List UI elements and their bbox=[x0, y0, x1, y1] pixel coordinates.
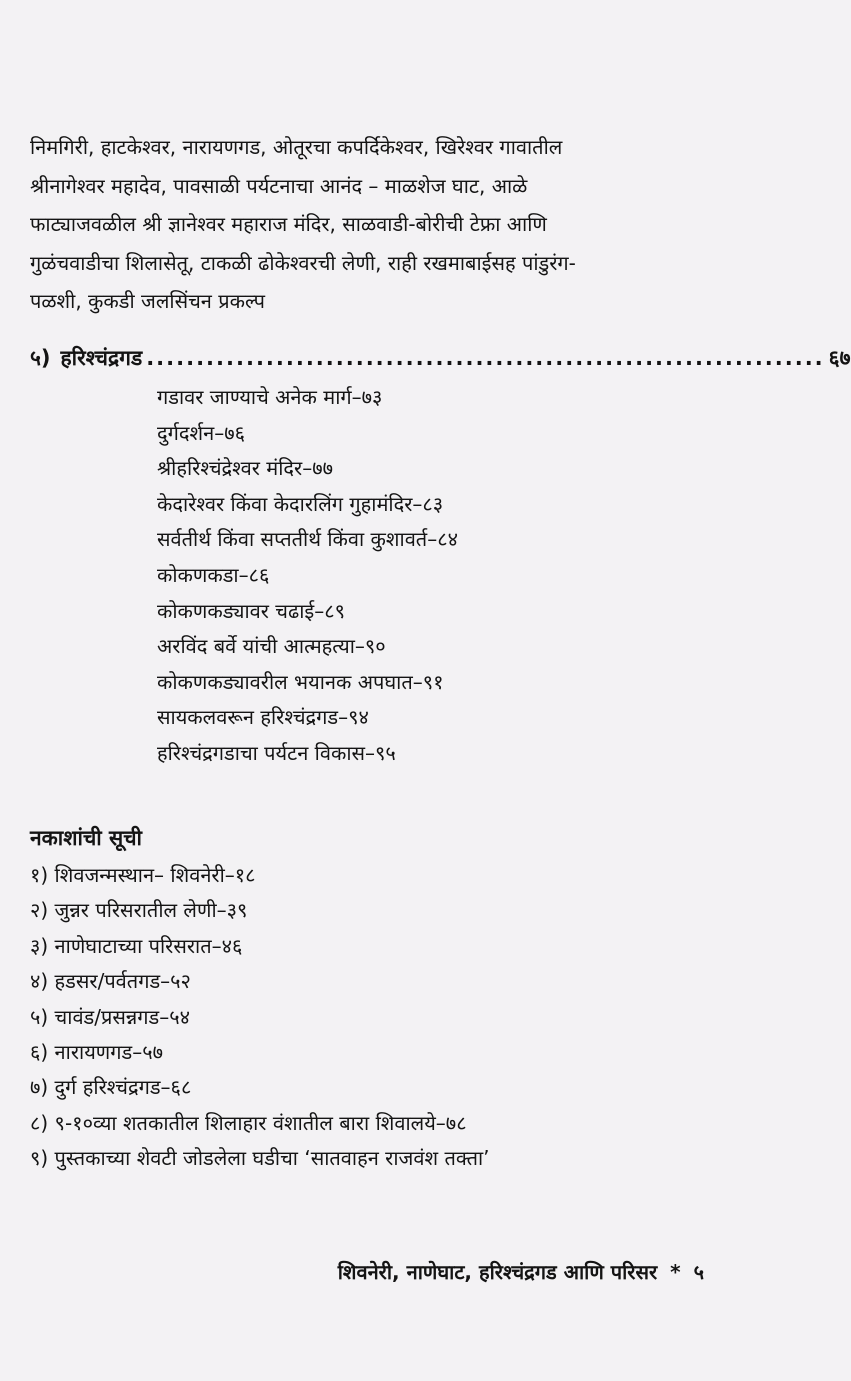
maps-heading: नकाशांची सूची bbox=[30, 826, 142, 850]
sub-entry: सायकलवरून हरिश्चंद्रगड–९४ bbox=[157, 705, 369, 730]
sub-entry: सर्वतीर्थ किंवा सप्ततीर्थ किंवा कुशावर्त–८४ bbox=[157, 527, 459, 552]
map-entry: २) जुन्नर परिसरातील लेणी–३९ bbox=[30, 898, 248, 923]
sub-entry: अरविंद बर्वे यांची आत्महत्या–९० bbox=[157, 634, 386, 659]
chapter-page: ६७ bbox=[828, 346, 851, 370]
sub-entry: दुर्गदर्शन–७६ bbox=[157, 420, 245, 445]
map-entry: १) शिवजन्मस्थान– शिवनेरी–१८ bbox=[30, 863, 256, 887]
page-number: ५ bbox=[693, 1260, 704, 1284]
map-entry: ६) नारायणगड–५७ bbox=[30, 1040, 164, 1065]
intro-line: फाट्याजवळील श्री ज्ञानेश्वर महाराज मंदिर, साळवाडी-बोरीची टेफ्रा आणि bbox=[30, 212, 547, 236]
map-entry: ५) चावंड/प्रसन्नगड–५४ bbox=[30, 1004, 191, 1029]
map-entry: ८) ९-१०व्या शतकातील शिलाहार वंशातील बारा शिवालये–७८ bbox=[30, 1110, 467, 1135]
running-footer bbox=[338, 1256, 704, 1288]
chapter-title: हरिश्चंद्रगड bbox=[60, 346, 143, 370]
intro-line: पळशी, कुकडी जलसिंचन प्रकल्प bbox=[30, 289, 265, 313]
map-entry: ४) हडसर/पर्वतगड–५२ bbox=[30, 969, 191, 994]
chapter-entry bbox=[30, 338, 851, 378]
chapter-number: ५) bbox=[30, 346, 51, 370]
footer-title: शिवनेरी, नाणेघाट, हरिश्चंद्रगड आणि परिसर bbox=[337, 1260, 658, 1284]
map-entry: ९) पुस्तकाच्या शेवटी जोडलेला घडीचा ‘सातवाहन राजवंश तक्ता’ bbox=[30, 1146, 490, 1171]
maps-list bbox=[30, 858, 490, 1177]
map-entry: ३) नाणेघाटाच्या परिसरात–४६ bbox=[30, 933, 243, 958]
intro-paragraph bbox=[30, 128, 695, 321]
intro-line: श्रीनागेश्वर महादेव, पावसाळी पर्यटनाचा आनंद – माळशेज घाट, आळे bbox=[30, 173, 528, 198]
sub-entry: कोकणकडा–८६ bbox=[157, 562, 270, 587]
intro-line: गुळंचवाडीचा शिलासेतू, टाकळी ढोकेश्वरची लेणी, राही रखमाबाईसह पांडुरंग- bbox=[30, 250, 576, 275]
sub-entry: श्रीहरिश्चंद्रेश्वर मंदिर–७७ bbox=[157, 456, 334, 481]
sub-entry: कोकणकड्यावरील भयानक अपघात–९१ bbox=[157, 669, 444, 694]
sub-entry: हरिश्चंद्रगडाचा पर्यटन विकास–९५ bbox=[157, 740, 396, 765]
chapter-leader-dots: .................................................................... bbox=[146, 346, 825, 370]
map-entry: ७) दुर्ग हरिश्चंद्रगड–६८ bbox=[30, 1075, 192, 1100]
sub-entries-list bbox=[157, 380, 458, 772]
footer-separator: * bbox=[670, 1260, 681, 1284]
sub-entry: गडावर जाण्याचे अनेक मार्ग–७३ bbox=[157, 385, 383, 409]
sub-entry: केदारेश्वर किंवा केदारलिंग गुहामंदिर–८३ bbox=[157, 491, 444, 516]
intro-line: निमगिरी, हाटकेश्वर, नारायणगड, ओतूरचा कपर्दिकेश्वर, खिरेश्वर गावातील bbox=[30, 135, 563, 159]
sub-entry: कोकणकड्यावर चढाई–८९ bbox=[157, 598, 346, 623]
